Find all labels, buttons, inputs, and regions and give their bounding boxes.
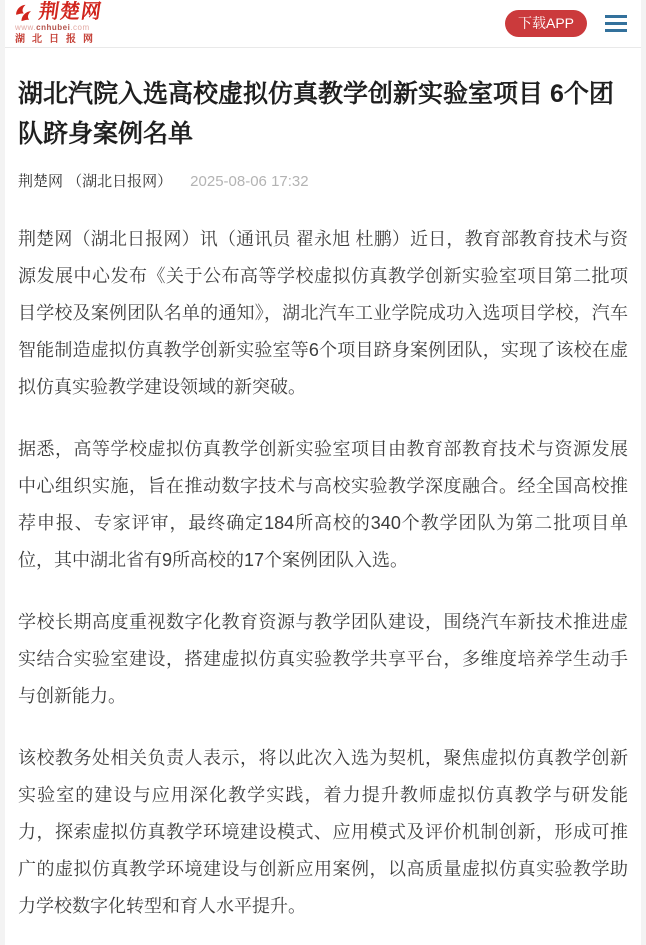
logo-top-row [15,2,102,22]
logo-url-main: cnhubei [36,23,71,32]
article-byline [18,170,628,191]
hamburger-menu-icon[interactable] [605,13,627,34]
site-logo[interactable] [15,2,102,45]
article-paragraph: 荆楚网（湖北日报网）讯（通讯员 翟永旭 杜鹏）近日，教育部教育技术与资源发展中心发布《关于公布高等学校虚拟仿真教学创新实验室项目第二批项目学校及案例团队名单的通知》，湖北汽车工业学院成功入选项目学校，汽车智能制造虚拟仿真教学创新实验室等6个项目跻身案例团队，实现了该校在虚拟仿真实验教学建设领域的新突破。 [18,229,628,397]
logo-subtitle: 湖北日报网 [15,34,100,45]
byline-source: 荆楚网 （湖北日报网） [18,173,173,190]
logo-url [15,24,102,32]
page-card [5,0,641,945]
article-body [18,221,628,925]
download-app-button[interactable]: 下载APP [505,10,587,37]
logo-flame-icon [15,4,37,22]
logo-site-name: 荆楚网 [37,1,104,23]
site-header [5,0,641,48]
article [5,48,641,945]
logo-url-suffix: .com [70,23,90,32]
article-paragraph: 据悉，高等学校虚拟仿真教学创新实验室项目由教育部教育技术与资源发展中心组织实施，旨在推动数字技术与高校实验教学深度融合。经全国高校推荐申报、专家评审，最终确定184所高校的340个教学团队为第二批项目单位，其中湖北省有9所高校的17个案例团队入选。 [18,439,628,570]
header-actions [505,10,627,37]
logo-url-prefix: www. [15,23,37,32]
article-paragraph: 学校长期高度重视数字化教育资源与教学团队建设，围绕汽车新技术推进虚实结合实验室建设，搭建虚拟仿真实验教学共享平台，多维度培养学生动手与创新能力。 [18,612,628,706]
article-title: 湖北汽院入选高校虚拟仿真教学创新实验室项目 6个团队跻身案例名单 [18,80,614,148]
byline-timestamp: 2025-08-06 17:32 [190,173,309,190]
article-paragraph: 该校教务处相关负责人表示，将以此次入选为契机，聚焦虚拟仿真教学创新实验室的建设与应用深化教学实践，着力提升教师虚拟仿真教学与研发能力，探索虚拟仿真教学环境建设模式、应用模式及评价机制创新，形成可推广的虚拟仿真教学环境建设与创新应用案例，以高质量虚拟仿真实验教学助力学校数字化转型和育人水平提升。 [18,748,628,916]
